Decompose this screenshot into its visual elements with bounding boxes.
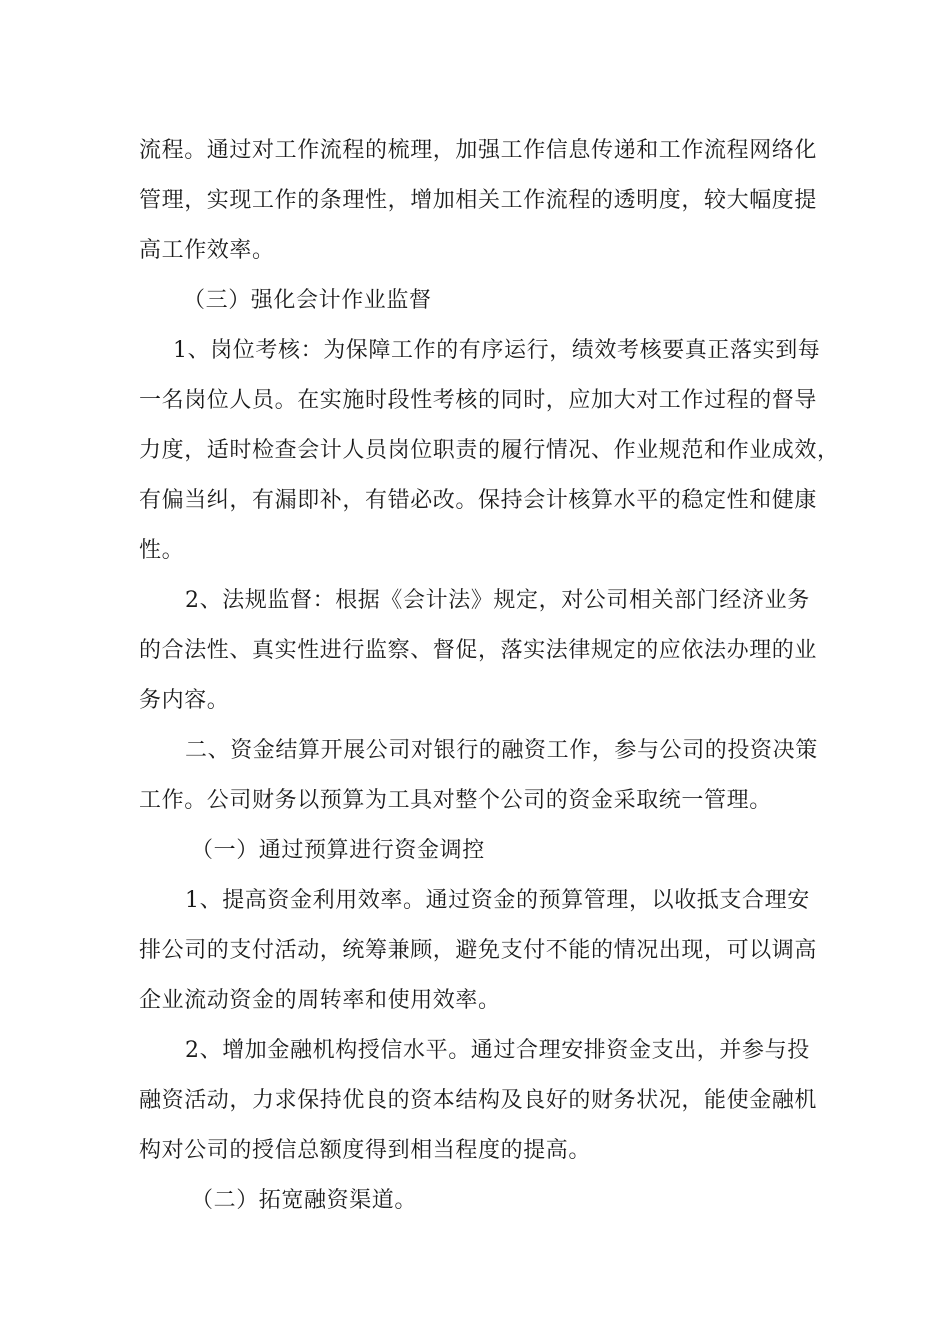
paragraph-fund-efficiency [139, 876, 829, 1026]
paragraph-post-assessment [139, 326, 840, 576]
text-line: 二、资金结算开展公司对银行的融资工作，参与公司的投资决策 [185, 738, 818, 763]
section-heading-3 [139, 276, 829, 326]
text-line: 融资活动，力求保持优良的资本结构及良好的财务状况，能使金融机 [139, 1088, 818, 1113]
heading-text: （三）强化会计作业监督 [183, 288, 432, 313]
section-heading-2 [139, 1176, 829, 1226]
heading-text: （二）拓宽融资渠道。 [191, 1188, 418, 1213]
text-line: 工作。公司财务以预算为工具对整个公司的资金采取统一管理。 [139, 788, 772, 813]
text-line: 务内容。 [139, 688, 230, 713]
paragraph-workflow [139, 126, 829, 276]
text-line: 流程。通过对工作流程的梳理，加强工作信息传递和工作流程网络化 [139, 138, 818, 163]
text-line: 2、法规监督：根据《会计法》规定，对公司相关部门经济业务 [185, 588, 810, 613]
text-line: 力度，适时检查会计人员岗位职责的履行情况、作业规范和作业成效， [139, 438, 840, 463]
section-heading-1 [139, 826, 829, 876]
heading-text: （一）通过预算进行资金调控 [191, 838, 485, 863]
text-line: 排公司的支付活动，统筹兼顾，避免支付不能的情况出现，可以调高 [139, 938, 818, 963]
text-line: 有偏当纠，有漏即补，有错必改。保持会计核算水平的稳定性和健康 [139, 488, 818, 513]
text-line: 高工作效率。 [139, 238, 275, 263]
text-line: 企业流动资金的周转率和使用效率。 [139, 988, 501, 1013]
text-line: 的合法性、真实性进行监察、督促，落实法律规定的应依法办理的业 [139, 638, 818, 663]
document-body [139, 126, 840, 1226]
text-line: 管理，实现工作的条理性，增加相关工作流程的透明度，较大幅度提 [139, 188, 818, 213]
paragraph-credit-level [139, 1026, 829, 1176]
text-line: 1、岗位考核：为保障工作的有序运行，绩效考核要真正落实到每 [173, 338, 821, 363]
text-line: 1、提高资金利用效率。通过资金的预算管理，以收抵支合理安 [185, 888, 810, 913]
paragraph-regulatory-supervision [139, 576, 829, 726]
paragraph-fund-settlement [139, 726, 829, 826]
text-line: 构对公司的授信总额度得到相当程度的提高。 [139, 1138, 592, 1163]
text-line: 2、增加金融机构授信水平。通过合理安排资金支出，并参与投 [185, 1038, 810, 1063]
text-line: 性。 [139, 538, 185, 563]
text-line: 一名岗位人员。在实施时段性考核的同时，应加大对工作过程的督导 [139, 388, 818, 413]
